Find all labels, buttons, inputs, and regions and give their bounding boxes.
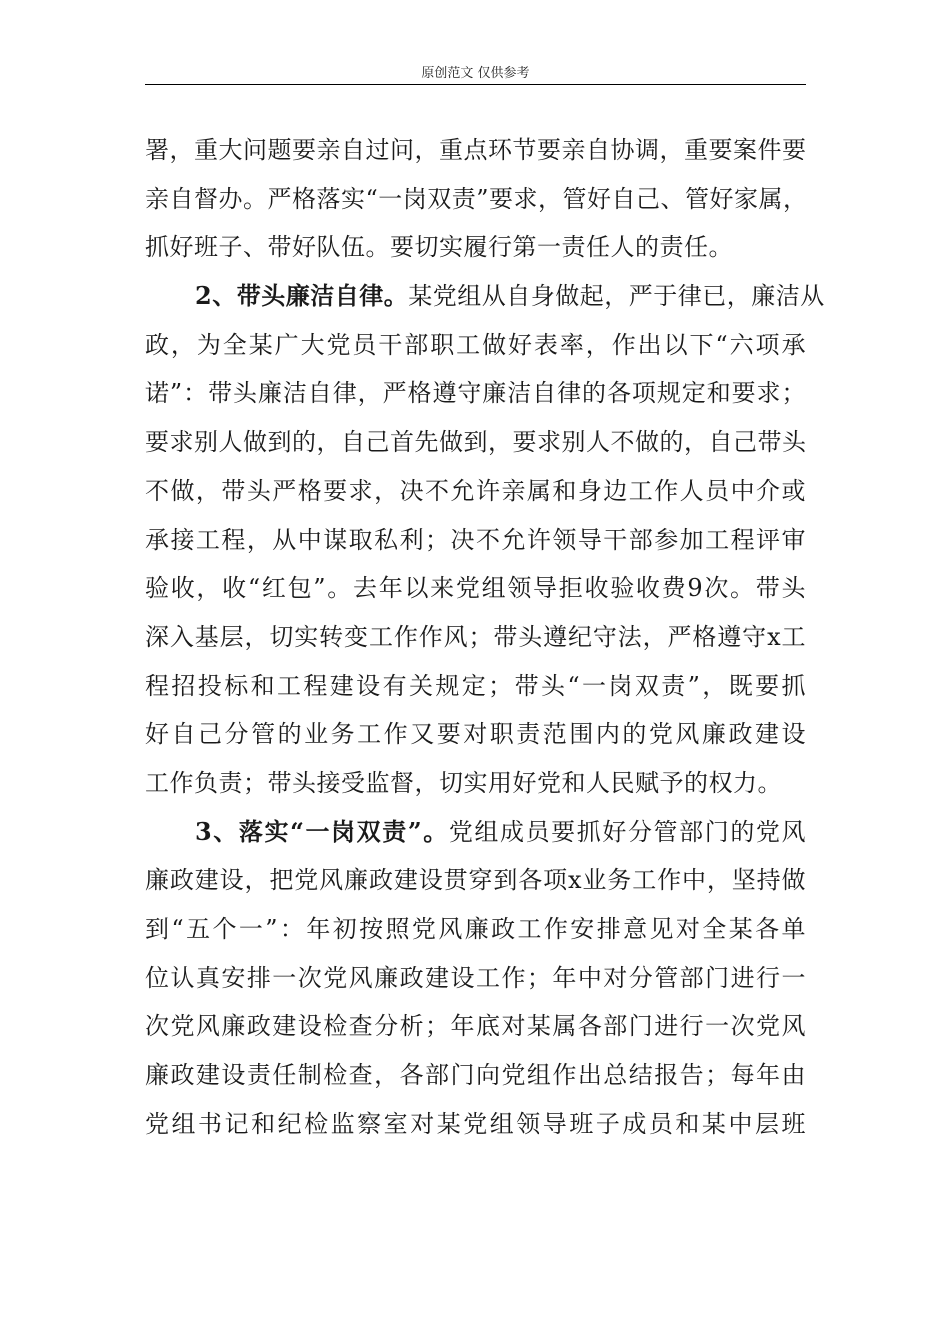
text-line: 亲自督办。严格落实“一岗双责”要求，管好自己、管好家属， (145, 184, 808, 213)
text-line: 要求别人做到的，自己首先做到，要求别人不做的，自己带头 (145, 428, 807, 457)
section-heading: 3、落实“一岗双责”。 (195, 816, 449, 846)
text-line: 位认真安排一次党风廉政建设工作；年中对分管部门进行一 (145, 963, 806, 992)
header-text: 原创范文 仅供参考 (421, 66, 530, 81)
text-line: 政，为全某广大党员干部职工做好表率，作出以下“六项承 (145, 330, 806, 359)
paragraph-first-line (145, 274, 825, 323)
text-line: 工作负责；带头接受监督，切实用好党和人民赋予的权力。 (145, 768, 782, 797)
paragraph-text: 某党组从自身做起，严于律已，廉洁从 (408, 282, 825, 311)
page-header (145, 66, 806, 85)
text-line: 好自己分管的业务工作又要对职责范围内的党风廉政建设 (145, 720, 806, 749)
text-line: 程招投标和工程建设有关规定；带头“一岗双责”，既要抓 (145, 671, 806, 700)
text-line: 到“五个一”：年初按照党风廉政工作安排意见对全某各单 (145, 915, 806, 943)
text-line: 党组书记和纪检监察室对某党组领导班子成员和某中层班 (145, 1109, 806, 1138)
text-line: 验收，收“红包”。去年以来党组领导拒收验收费9次。带头 (145, 574, 806, 603)
text-line: 廉政建设责任制检查，各部门向党组作出总结报告；每年由 (145, 1061, 806, 1090)
paragraph-first-line (145, 810, 806, 859)
section-heading: 2、带头廉洁自律。 (195, 281, 409, 311)
text-line: 不做，带头严格要求，决不允许亲属和身边工作人员中介或 (145, 476, 806, 505)
text-line: 诺”：带头廉洁自律，严格遵守廉洁自律的各项规定和要求； (145, 379, 806, 408)
paragraph-text: 党组成员要抓好分管部门的党风 (448, 817, 806, 846)
text-line: 深入基层，切实转变工作作风；带头遵纪守法，严格遵守x工 (145, 622, 806, 651)
text-line: 署，重大问题要亲自过问，重点环节要亲自协调，重要案件要 (145, 136, 807, 164)
text-line: 廉政建设，把党风廉政建设贯穿到各项x业务工作中，坚持做 (145, 866, 806, 895)
text-line: 承接工程，从中谋取私利；决不允许领导干部参加工程评审 (145, 525, 806, 554)
text-line: 抓好班子、带好队伍。要切实履行第一责任人的责任。 (145, 233, 733, 262)
text-line: 次党风廉政建设检查分析；年底对某属各部门进行一次党风 (145, 1012, 806, 1041)
document-body (145, 128, 825, 1150)
